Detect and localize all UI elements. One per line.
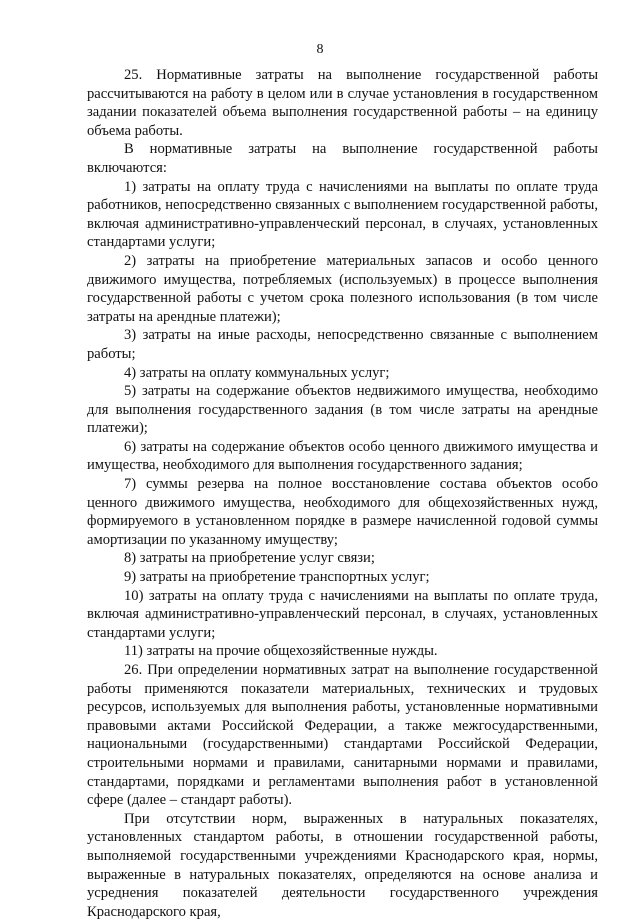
paragraph-26: 26. При определении нормативных затрат на выполнение государственной работы применяются показатели материальных, технических и трудовых ресурсов, используемых для выполнения работы, установленные нормативными правовыми актами Российской Федерации, а также межгосударственными, национальными (государственными) стандартами Российской Федерации, строительными нормами и правилами, санитарными нормами и правилами, стандартами, порядками и регламентами выполнения работ в установленной сфере (далее – стандарт работы). <box>87 662 598 809</box>
paragraph-cost-intro: В нормативные затраты на выполнение государственной работы включаются: <box>87 141 598 176</box>
list-item-4: 4) затраты на оплату коммунальных услуг; <box>124 364 390 381</box>
list-item-10: 10) затраты на оплату труда с начислениями на выплаты по оплате труда, включая административно-управленческий персонал, в случаях, установленных стандартами услуги; <box>87 587 598 641</box>
list-item-8: 8) затраты на приобретение услуг связи; <box>124 550 375 567</box>
document-body <box>87 66 598 921</box>
list-item-11: 11) затраты на прочие общехозяйственные нужды. <box>124 643 438 660</box>
page-number: 8 <box>316 42 324 57</box>
list-item-9: 9) затраты на приобретение транспортных услуг; <box>124 569 430 586</box>
list-item-7: 7) суммы резерва на полное восстановление состава объектов особо ценного движимого имущества, необходимого для общехозяйственных нужд, формируемого в установленном порядке в размере начисленной годовой суммы амортизации по указанному имуществу; <box>87 476 598 548</box>
paragraph-norms-absence: При отсутствии норм, выраженных в натуральных показателях, установленных стандартом работы, в отношении государственной работы, выполняемой государственными учреждениями Краснодарского края, нормы, выраженные в натуральных показателях, определяются на основе анализа и усреднения показателей деятельности государственного учреждения Краснодарского края, <box>87 810 598 920</box>
list-item-3: 3) затраты на иные расходы, непосредственно связанные с выполнением работы; <box>87 327 598 362</box>
list-item-2: 2) затраты на приобретение материальных запасов и особо ценного движимого имущества, потребляемых (используемых) в процессе выполнения государственной работы с учетом срока полезного использования (в том числе затраты на арендные платежи); <box>87 252 598 325</box>
list-item-1: 1) затраты на оплату труда с начислениями на выплаты по оплате труда работников, непосредственно связанных с выполнением государственной работы, включая административно-управленческий персонал, в случаях, установленных стандартами услуги; <box>87 178 598 251</box>
paragraph-25: 25. Нормативные затраты на выполнение государственной работы рассчитываются на работу в целом или в случае установления в государственном задании показателей объема выполнения государственной работы – на единицу объема работы. <box>87 67 598 139</box>
list-item-5: 5) затраты на содержание объектов недвижимого имущества, необходимо для выполнения государственного задания (в том числе затраты на арендные платежи); <box>87 383 598 437</box>
list-item-6: 6) затраты на содержание объектов особо ценного движимого имущества и имущества, необходимого для выполнения государственного задания; <box>87 438 598 474</box>
